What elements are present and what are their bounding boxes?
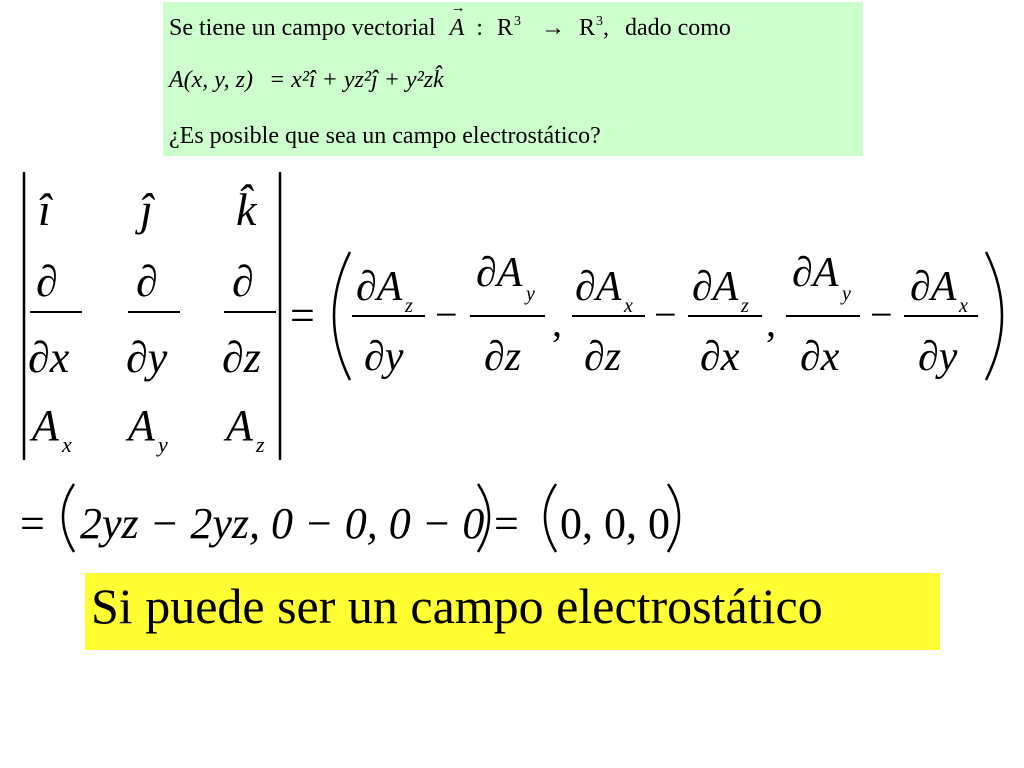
equals-sign: =: [290, 291, 315, 340]
comma: ,: [602, 15, 609, 41]
codomain-set: R: [578, 15, 595, 41]
c1-num-sub: z: [405, 295, 413, 317]
result-equals: =: [20, 499, 45, 548]
partial-z-den: ∂z: [222, 333, 261, 382]
unit-i: î: [38, 184, 51, 235]
c3-num2-sub: x: [959, 295, 968, 317]
c2-den: ∂z: [584, 334, 622, 380]
partial-x-num: ∂: [36, 257, 58, 306]
intro-text: Se tiene un campo vectorial: [169, 15, 436, 41]
c3-num: ∂A: [792, 250, 839, 296]
sep-1: ,: [552, 300, 562, 345]
component-az-sub: z: [256, 432, 265, 457]
final-left-paren: [545, 484, 556, 552]
unit-j: ĵ: [140, 184, 153, 235]
component-ay: A: [128, 401, 155, 450]
c1-minus: −: [435, 292, 458, 337]
codomain-exponent: 3: [595, 14, 603, 29]
partial-z-num: ∂: [232, 257, 254, 306]
c3-minus: −: [870, 292, 893, 337]
c1-den2: ∂z: [484, 334, 522, 380]
c1-num2: ∂A: [476, 250, 523, 296]
component-ax-sub: x: [62, 432, 72, 457]
c3-den: ∂x: [800, 334, 840, 380]
left-big-paren: [334, 252, 350, 380]
conclusion-text: Si puede ser un campo electrostático: [91, 578, 823, 634]
question-text: ¿Es posible que sea un campo electrostático?: [169, 123, 601, 149]
conclusion-box: [85, 573, 940, 650]
partial-y-den: ∂y: [126, 333, 168, 382]
final-result: 0, 0, 0: [560, 499, 670, 548]
c2-num-sub: x: [624, 295, 633, 317]
given-as-text: dado como: [624, 15, 731, 41]
c2-num: ∂A: [575, 264, 622, 310]
sep-2: ,: [766, 300, 776, 345]
result-inner: 2yz − 2yz, 0 − 0, 0 − 0: [80, 499, 485, 548]
c3-num2: ∂A: [910, 264, 957, 310]
c3-num-sub: y: [842, 283, 851, 305]
c2-minus: −: [654, 292, 677, 337]
maps-to-arrow: →: [540, 15, 565, 41]
component-ax: A: [32, 401, 59, 450]
c1-den: ∂y: [364, 334, 404, 380]
vector-a-symbol: → A: [450, 16, 465, 40]
right-big-paren: [986, 252, 1002, 380]
field-rhs: = x²î + yz²ĵ + y²zk̂: [268, 67, 444, 93]
c2-den2: ∂x: [700, 334, 740, 380]
field-lhs: A(x, y, z): [169, 67, 253, 93]
c2-num2-sub: z: [741, 295, 749, 317]
colon: :: [476, 15, 483, 41]
component-az: A: [226, 401, 253, 450]
partial-y-num: ∂: [136, 257, 158, 306]
domain-exponent: 3: [513, 14, 521, 29]
component-ay-sub: y: [158, 432, 168, 457]
unit-k: k̂: [236, 184, 257, 235]
c1-num2-sub: y: [526, 283, 535, 305]
c2-num2: ∂A: [692, 264, 739, 310]
result-left-paren: [63, 484, 74, 552]
domain-set: R: [496, 15, 513, 41]
partial-x-den: ∂x: [28, 333, 70, 382]
result-equals-2: =: [494, 499, 519, 548]
c3-den2: ∂y: [918, 334, 958, 380]
c1-num: ∂A: [356, 264, 403, 310]
